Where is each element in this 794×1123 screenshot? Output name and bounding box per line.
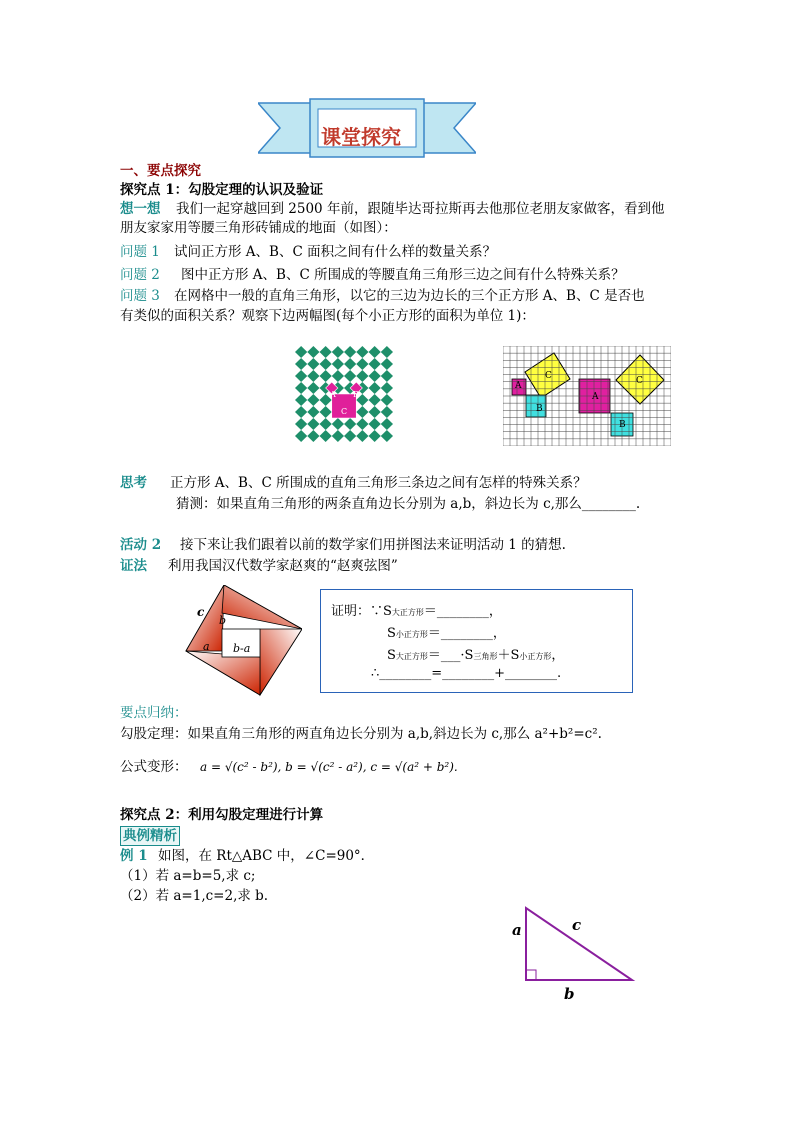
proof-text: 利用我国汉代数学家赵爽的“赵爽弦图”: [168, 558, 398, 574]
tile-label-b: B: [353, 390, 359, 399]
ponder-text: 正方形 A、B、C 所围成的直角三角形三条边之间有怎样的特殊关系？: [170, 475, 587, 491]
summary-label: 要点归纳：: [120, 705, 188, 721]
example-tag: 典例精析: [120, 826, 180, 846]
tile-floor-figure: [295, 346, 393, 442]
ponder-label: 思考: [120, 475, 147, 491]
zhao-label-c: c: [197, 605, 205, 619]
proof-line-4: ∴________=________+________.: [371, 666, 562, 681]
tri-label-a: a: [512, 921, 522, 939]
activity2-text: 接下来让我们跟着以前的数学家们用拼图法来证明活动 1 的猜想.: [180, 537, 566, 553]
formula-text: a = √(c² - b²), b = √(c² - a²), c = √(a² + b²).: [200, 760, 458, 774]
ex1-part2: （2）若 a=1,c=2,求 b.: [120, 888, 269, 904]
q2-label: 问题 2: [120, 267, 160, 283]
zhao-label-bma: b-a: [233, 642, 251, 655]
tile-label-a: A: [330, 390, 336, 399]
grid-label-b2: B: [619, 420, 626, 430]
grid-label-b1: B: [536, 404, 543, 414]
proof-line-3: S大正方形＝___·S三角形＋S小正方形，: [387, 648, 565, 663]
tri-label-c: c: [572, 916, 582, 934]
zhao-shuang-figure: [184, 585, 302, 697]
grid-label-a2: A: [592, 392, 599, 402]
point2-heading: 探究点 2：利用勾股定理进行计算: [120, 807, 324, 823]
ex1-part1: （1）若 a=b=5,求 c;: [120, 868, 256, 884]
formula-label: 公式变形：: [120, 759, 188, 775]
q1-text: 试问正方形 A、B、C 面积之间有什么样的数量关系？: [174, 244, 497, 260]
q1-label: 问题 1: [120, 244, 160, 260]
section-heading: 一、要点探究: [120, 163, 201, 179]
grid-label-a1: A: [515, 381, 522, 391]
grid-label-c1: C: [545, 371, 552, 381]
theorem-text: 勾股定理：如果直角三角形的两直角边长分别为 a,b,斜边长为 c,那么 a²+b²=c².: [120, 726, 602, 742]
grid-figure: [503, 346, 671, 446]
q3-text-2: 有类似的面积关系？观察下边两幅图(每个小正方形的面积为单位 1)：: [120, 308, 535, 324]
q3-label: 问题 3: [120, 288, 160, 304]
q2-text: 图中正方形 A、B、C 所围成的等腰直角三角形三边之间有什么特殊关系？: [181, 267, 625, 283]
activity2-label: 活动 2: [120, 537, 162, 553]
zhao-label-a: a: [203, 640, 210, 653]
grid-label-c2: C: [636, 376, 643, 386]
proof-label: 证法: [120, 558, 147, 574]
banner-title: 课堂探究: [321, 125, 401, 149]
q3-text: 在网格中一般的直角三角形，以它的三边为边长的三个正方形 A、B、C 是否也: [174, 288, 645, 304]
think-text: 我们一起穿越回到 2500 年前，跟随毕达哥拉斯再去他那位老朋友家做客，看到他: [176, 201, 665, 217]
ex1-text: 如图，在 Rt△ABC 中，∠C=90°．: [158, 848, 375, 864]
guess-text: 猜测：如果直角三角形的两条直角边长分别为 a,b，斜边长为 c,那么________.: [176, 496, 641, 512]
proof-box: [320, 589, 633, 693]
ex1-label: 例 1: [120, 848, 148, 864]
think-label: 想一想: [120, 201, 161, 217]
proof-line-1: 证明：∵S大正方形＝________，: [331, 604, 502, 619]
proof-line-2: S小正方形＝________，: [387, 626, 506, 641]
zhao-label-b: b: [219, 614, 227, 627]
point1-heading: 探究点 1：勾股定理的认识及验证: [120, 182, 324, 198]
tile-label-c: C: [341, 407, 348, 416]
think-text-2: 朋友家家用等腰三角形砖铺成的地面（如图）：: [120, 220, 397, 236]
tri-label-b: b: [564, 985, 575, 1003]
